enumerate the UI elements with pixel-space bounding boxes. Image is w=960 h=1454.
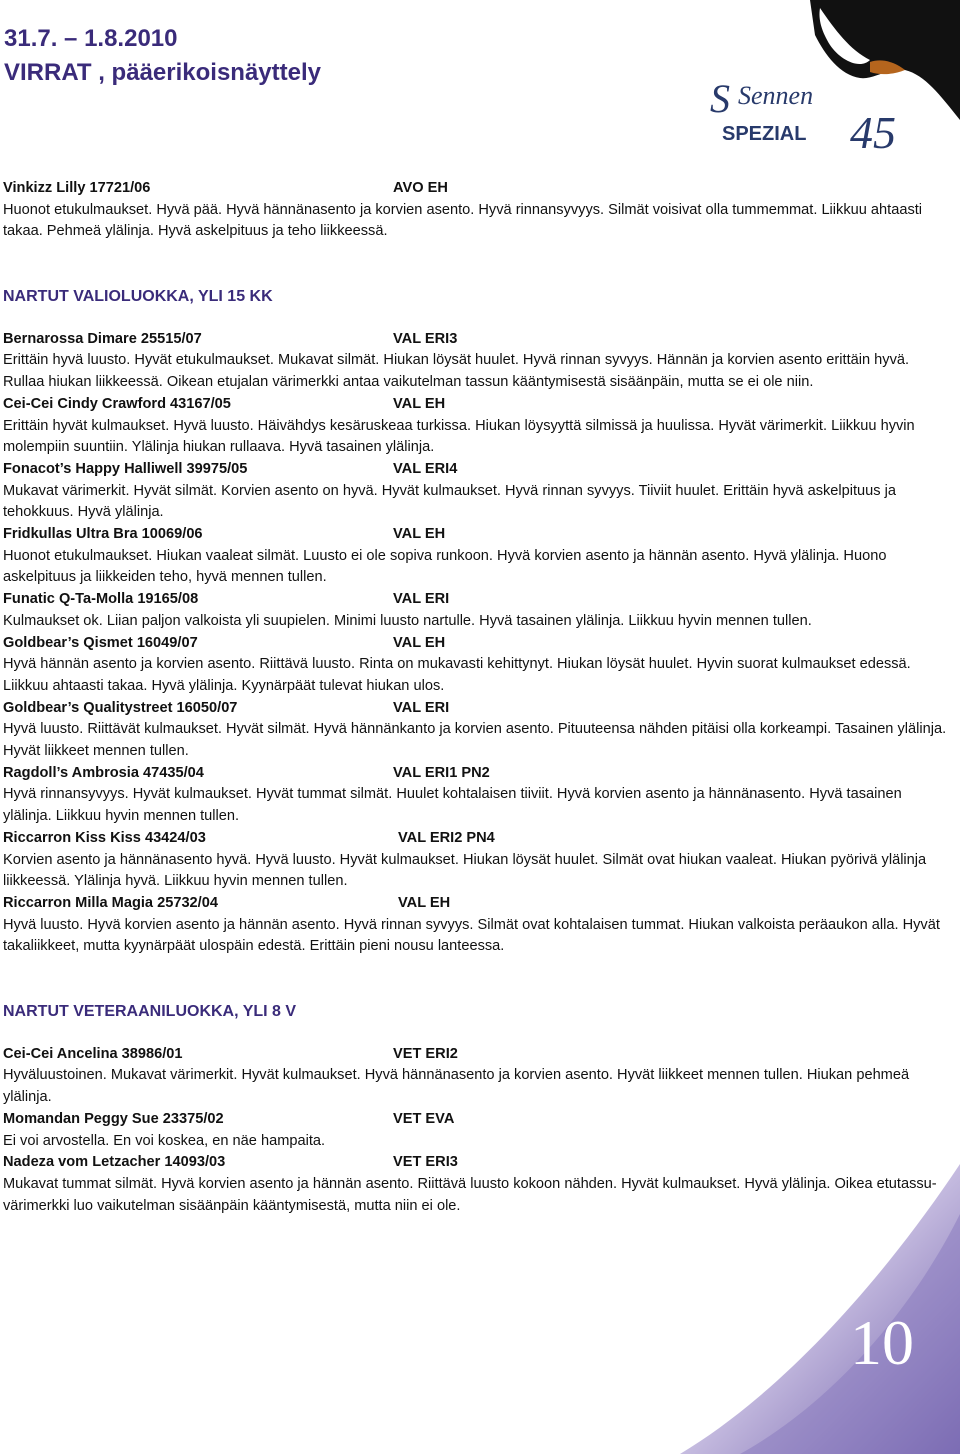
dog-result: VAL EH bbox=[393, 634, 446, 651]
dog-critique: Hyvä hännän asento ja korvien asento. Riittävä luusto. Rinta on mukavasti kehittynyt. Hiukan löysät huulet. Hyvin suorat kulmaukset edessä. Liikkuu ahtaasti takaa. Hyvä ylälinja. Kyynärpäät tulevat hiukan ulos. bbox=[3, 656, 911, 694]
dog-result: VET ERI3 bbox=[393, 1154, 458, 1171]
entry bbox=[3, 524, 953, 589]
dog-result: VAL EH bbox=[393, 526, 446, 543]
dog-name: Cei-Cei Ancelina 38986/01 bbox=[3, 1045, 183, 1062]
dog-result: VAL ERI bbox=[393, 699, 450, 716]
event-title: VIRRAT , pääerikoisnäyttely bbox=[4, 59, 321, 86]
dog-result: VAL ERI2 PN4 bbox=[398, 829, 495, 846]
dog-critique: Erittäin hyvät kulmaukset. Hyvä luusto. Häivähdys kesäruskeaa turkissa. Hiukan löysyyttä silmissä ja huulissa. Hyvät värimerkit. Liikkuu hyvin molempiin suuntiin. Ylälinja hiukan rullaava. Hyvä tasainen ylälinja. bbox=[3, 417, 915, 456]
logo-text-main: Sennen bbox=[738, 81, 814, 110]
dog-head-icon bbox=[810, 0, 960, 120]
entry bbox=[3, 459, 953, 524]
dog-result: VET EVA bbox=[393, 1110, 455, 1127]
entry bbox=[3, 633, 953, 698]
sennen-spezial-logo bbox=[700, 0, 960, 160]
dog-critique: Hyväluustoinen. Mukavat värimerkit. Hyvät kulmaukset. Hyvä hännänasento ja korvien asento. Hyvät liikkeet mennen tullen. Hiukan pehmeä ylälinja. bbox=[3, 1067, 910, 1106]
dog-result: AVO EH bbox=[393, 180, 448, 196]
section-title: NARTUT VALIOLUOKKA, YLI 15 KK bbox=[3, 288, 273, 306]
dog-critique: Hyvä luusto. Hyvä korvien asento ja hännän asento. Hyvä rinnan syvyys. Silmät ovat kohtalaisen tummat. Hiukan valkoista peräaukon alla. Hyvät takaliikkeet, mutta kyynärpäät ulospäin edestä. Erittäin pieni nousu lanteessa. bbox=[3, 916, 940, 955]
entry bbox=[3, 394, 953, 459]
dog-critique: Mukavat tummat silmät. Hyvä korvien asento ja hännän asento. Riittävä luusto kokoon nähden. Hyvät kulmaukset. Hyvä ylälinja. Oikea etutassu-värimerkki luo vaikutelman sisäänpäin kääntymisestä, mutta niin ei ole. bbox=[3, 1175, 937, 1214]
svg-text:S: S bbox=[710, 76, 730, 121]
dog-name: Goldbear’s Qismet 16049/07 bbox=[3, 634, 198, 651]
page-corner-decoration bbox=[660, 1154, 960, 1454]
dog-result: VAL ERI bbox=[393, 591, 450, 608]
dog-critique: Huonot etukulmaukset. Hyvä pää. Hyvä hännänasento ja korvien asento. Hyvä rinnansyvyys. Silmät voisivat olla tummemmat. Liikkuu ahtaasti takaa. Pehmeä ylälinja. Hyvä askelpituus ja teho liikkeessä. bbox=[3, 201, 923, 240]
dog-name: Momandan Peggy Sue 23375/02 bbox=[3, 1110, 224, 1127]
entry bbox=[3, 178, 953, 243]
top-entry-list bbox=[3, 178, 953, 243]
dog-name: Riccarron Milla Magia 25732/04 bbox=[3, 894, 218, 911]
logo-text-sub: SPEZIAL bbox=[722, 123, 807, 145]
dog-critique: Hyvä rinnansyvyys. Hyvät kulmaukset. Hyvät tummat silmät. Huulet kohtalaisen tiiviit. Hyvä korvien asento ja hännänasento. Hyvä tasainen ylälinja. Liikkuu hyvin mennen tullen. bbox=[3, 786, 902, 825]
entry bbox=[3, 763, 953, 828]
dog-critique: Mukavat värimerkit. Hyvät silmät. Korvien asento on hyvä. Hyvät kulmaukset. Hyvä rinnan syvyys. Tiiviit huulet. Erittäin hyvä askelpituus ja tehokkuus. Hyvä ylälinja. bbox=[3, 482, 896, 521]
dog-result: VAL EH bbox=[393, 395, 446, 412]
dog-critique: Huonot etukulmaukset. Hiukan vaaleat silmät. Luusto ei ole sopiva runkoon. Hyvä korvien asento ja hännän asento. Hyvä ylälinja. Huono askelpituus ja liikkeiden teho, hyvä mennen tullen. bbox=[3, 547, 887, 586]
dog-name: Bernarossa Dimare 25515/07 bbox=[3, 330, 202, 347]
event-date: 31.7. – 1.8.2010 bbox=[4, 25, 178, 52]
document-body bbox=[3, 178, 953, 1217]
dog-name: Fonacot’s Happy Halliwell 39975/05 bbox=[3, 460, 248, 477]
section-entries bbox=[3, 329, 953, 958]
entry bbox=[3, 589, 953, 632]
entry bbox=[3, 698, 953, 763]
dog-result: VAL ERI4 bbox=[393, 460, 458, 477]
dog-name: Goldbear’s Qualitystreet 16050/07 bbox=[3, 699, 238, 716]
dog-result: VAL ERI3 bbox=[393, 330, 458, 347]
dog-critique: Kulmaukset ok. Liian paljon valkoista yli suupielen. Minimi luusto nartulle. Hyvä tasainen ylälinja. Liikkuu hyvin mennen tullen. bbox=[3, 612, 812, 629]
dog-name: Fridkullas Ultra Bra 10069/06 bbox=[3, 526, 203, 543]
entry bbox=[3, 828, 953, 893]
entry bbox=[3, 893, 953, 958]
dog-name: Ragdoll’s Ambrosia 47435/04 bbox=[3, 764, 204, 781]
entry bbox=[3, 329, 953, 394]
dog-name: Nadeza vom Letzacher 14093/03 bbox=[3, 1154, 226, 1171]
dog-critique: Hyvä luusto. Riittävät kulmaukset. Hyvät silmät. Hyvä hännänkanto ja korvien asento. Pituuteensa nähden pitäisi olla korkeampi. Tasainen ylälinja. Hyvät liikkeet mennen tullen. bbox=[3, 721, 947, 760]
dog-critique: Korvien asento ja hännänasento hyvä. Hyvä luusto. Hyvät kulmaukset. Hiukan löysät huulet. Silmät ovat hiukan vaaleat. Hiukan pyörivä ylälinja liikkeessä. Ylälinja hyvä. Liikkuu hyvin mennen tullen. bbox=[3, 851, 927, 890]
dog-critique: Erittäin hyvä luusto. Hyvät etukulmaukset. Mukavat silmät. Hiukan löysät huulet. Hyvä rinnan syvyys. Hännän ja korvien asento erittäin hyvä. Rullaa hiukan liikkeessä. Oikean etujalan värimerkki antaa vaikutelman tassun kääntymisestä sisäänpäin, mutta se ei ole niin. bbox=[3, 352, 910, 391]
dog-name: Cei-Cei Cindy Crawford 43167/05 bbox=[3, 395, 231, 412]
dog-name: Funatic Q-Ta-Molla 19165/08 bbox=[3, 591, 199, 608]
logo-number: 45 bbox=[850, 107, 896, 158]
dog-result: VET ERI2 bbox=[393, 1045, 458, 1062]
section-title: NARTUT VETERAANILUOKKA, YLI 8 V bbox=[3, 1003, 297, 1021]
dog-result: VAL EH bbox=[398, 894, 451, 911]
entry bbox=[3, 1109, 953, 1152]
dog-result: VAL ERI1 PN2 bbox=[393, 764, 490, 781]
page-number: 10 bbox=[850, 1307, 914, 1378]
page-header bbox=[4, 22, 321, 90]
entry bbox=[3, 1044, 953, 1109]
dog-name: Riccarron Kiss Kiss 43424/03 bbox=[3, 829, 206, 846]
dog-critique: Ei voi arvostella. En voi koskea, en näe hampaita. bbox=[3, 1132, 326, 1149]
dog-name: Vinkizz Lilly 17721/06 bbox=[3, 180, 151, 196]
